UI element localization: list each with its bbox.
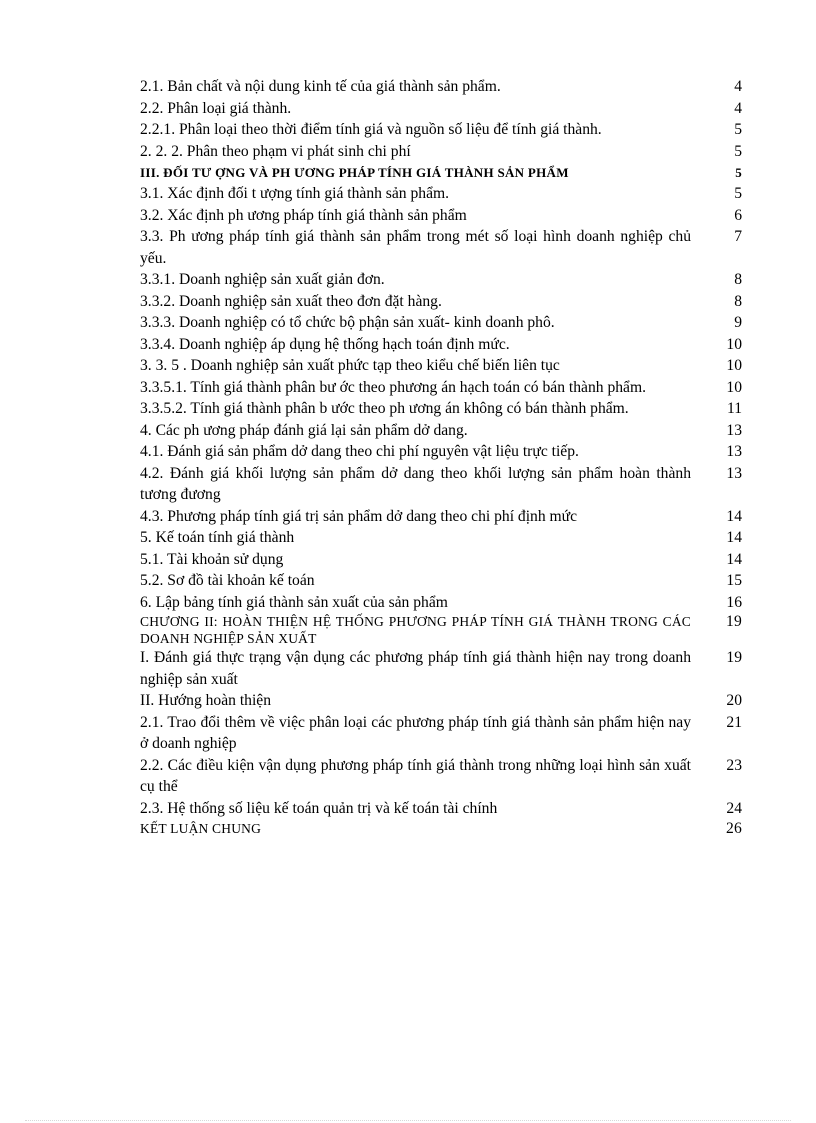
toc-entry — [140, 334, 742, 356]
toc-entry-page: 19 — [726, 649, 742, 666]
toc-entry-page: 13 — [726, 464, 742, 482]
toc-entry-title: II. Hướng hoàn thiện — [140, 692, 272, 709]
toc-entry-page: 23 — [726, 756, 742, 774]
toc-entry-title: 3.3.4. Doanh nghiệp áp dụng hệ thống hạch toán định mức. — [140, 335, 510, 353]
toc-entry — [140, 183, 742, 205]
toc-entry — [140, 592, 742, 614]
toc-entry-title: 4.1. Đánh giá sản phẩm dở dang theo chi phí nguyên vật liệu trực tiếp. — [140, 443, 579, 460]
toc-entry — [140, 291, 742, 313]
toc-entry-title: 3.3.5.2. Tính giá thành phân b ước theo ph ương án không có bán thành phẩm. — [140, 400, 629, 417]
toc-entry-page: 9 — [734, 314, 742, 331]
toc-entry — [140, 420, 742, 442]
toc-entry — [140, 755, 742, 798]
toc-entry-page: 5 — [735, 165, 742, 180]
toc-entry-page: 20 — [726, 692, 742, 709]
toc-entry-title: 4.2. Đánh giá khối lượng sản phẩm dở dang theo khối lượng sản phẩm hoàn thành tương đương — [140, 464, 691, 503]
toc-entry — [140, 141, 742, 163]
toc-section-heading — [140, 162, 742, 183]
toc-entry — [140, 690, 742, 712]
toc-entry-page: 14 — [726, 529, 742, 546]
toc-entry-page: 21 — [726, 713, 742, 731]
toc-entry — [140, 798, 742, 820]
toc-entry — [140, 570, 742, 592]
toc-entry-title: 2.2. Các điều kiện vận dụng phương pháp tính giá thành trong những loại hình sản xuất cụ thể — [140, 756, 691, 795]
toc-entry-title: 2.1. Bản chất và nội dung kinh tế của giá thành sản phẩm. — [140, 78, 501, 95]
toc-entry-page: 10 — [726, 357, 742, 374]
toc-entry-title: 2.2. Phân loại giá thành. — [140, 99, 292, 117]
toc-entry — [140, 355, 742, 377]
toc-entry-title: III. ĐỐI TƯ ỢNG VÀ PH ƯƠNG PHÁP TÍNH GIÁ THÀNH SẢN PHẨM — [140, 165, 569, 180]
toc-entry-page: 5 — [734, 185, 742, 202]
toc-entry-title: 2.2.1. Phân loại theo thời điểm tính giá và nguồn số liệu để tính giá thành. — [140, 121, 602, 138]
toc-entry-title: 5. Kế toán tính giá thành — [140, 529, 295, 546]
toc-entry — [140, 76, 742, 98]
toc-entry — [140, 527, 742, 549]
toc-entry-title: 2.3. Hệ thống số liệu kế toán quản trị và kế toán tài chính — [140, 799, 498, 817]
toc-entry-title: 6. Lập bảng tính giá thành sản xuất của sản phẩm — [140, 593, 448, 611]
toc-entry-page: 16 — [726, 593, 742, 611]
toc-entry-title: 5.2. Sơ đồ tài khoản kế toán — [140, 572, 315, 589]
toc-entry-title: 2.1. Trao đổi thêm về việc phân loại các phương pháp tính giá thành sản phẩm hiện nay ở doanh nghiệp — [140, 713, 691, 752]
toc-entry — [140, 441, 742, 463]
toc-entry-page: 5 — [734, 121, 742, 138]
toc-entry-page: 10 — [726, 335, 742, 353]
toc-entry-page: 5 — [734, 142, 742, 160]
page-footer-divider — [25, 1120, 791, 1121]
toc-entry-title: 4. Các ph ương pháp đánh giá lại sản phẩm dở dang. — [140, 421, 468, 439]
toc-entry — [140, 463, 742, 506]
toc-chapter-heading — [140, 613, 742, 647]
table-of-contents — [140, 76, 742, 838]
toc-entry — [140, 377, 742, 399]
toc-entry-title: KẾT LUẬN CHUNG — [140, 821, 262, 836]
toc-entry-title: I. Đánh giá thực trạng vận dụng các phương pháp tính giá thành hiện nay trong doanh nghiệp sản xuất — [140, 649, 691, 688]
toc-entry-title: 3.3.5.1. Tính giá thành phân bư ớc theo phương án hạch toán có bán thành phẩm. — [140, 378, 647, 396]
toc-entry-page: 4 — [734, 99, 742, 117]
toc-entry — [140, 119, 742, 141]
toc-entry-page: 13 — [726, 421, 742, 439]
toc-entry-page: 24 — [726, 799, 742, 817]
toc-entry — [140, 269, 742, 291]
toc-entry-page: 26 — [726, 820, 742, 837]
toc-entry-page: 15 — [726, 572, 742, 589]
toc-entry — [140, 98, 742, 120]
toc-entry-page: 10 — [726, 378, 742, 396]
toc-entry-page: 8 — [734, 271, 742, 288]
toc-entry-title: 3. 3. 5 . Doanh nghiệp sản xuất phức tạp theo kiểu chế biến liên tục — [140, 357, 560, 374]
toc-entry — [140, 549, 742, 571]
toc-entry-title: 3.3.2. Doanh nghiệp sản xuất theo đơn đặt hàng. — [140, 292, 442, 310]
toc-entry-page: 4 — [734, 78, 742, 95]
toc-entry — [140, 398, 742, 420]
toc-entry-page: 14 — [726, 550, 742, 568]
toc-entry-title: 3.3.1. Doanh nghiệp sản xuất giản đơn. — [140, 271, 385, 288]
toc-entry — [140, 647, 742, 690]
toc-entry-page: 19 — [726, 613, 742, 630]
toc-entry-title: 2. 2. 2. Phân theo phạm vi phát sinh chi phí — [140, 142, 411, 160]
toc-entry-page: 7 — [734, 228, 742, 245]
toc-entry — [140, 226, 742, 269]
toc-entry — [140, 712, 742, 755]
toc-entry-title: 3.3. Ph ương pháp tính giá thành sản phẩm trong mét số loại hình doanh nghiệp chủ yếu. — [140, 228, 691, 267]
toc-entry-title: 3.3.3. Doanh nghiệp có tổ chức bộ phận sản xuất- kinh doanh phô. — [140, 314, 555, 331]
toc-entry-page: 6 — [734, 206, 742, 224]
toc-entry — [140, 506, 742, 528]
toc-entry-title: 3.1. Xác định đối t ượng tính giá thành sản phẩm. — [140, 185, 450, 202]
toc-entry-page: 14 — [726, 507, 742, 525]
toc-entry — [140, 312, 742, 334]
toc-entry-page: 11 — [726, 400, 742, 417]
toc-entry-page: 8 — [734, 292, 742, 310]
toc-entry-title: 4.3. Phương pháp tính giá trị sản phẩm dở dang theo chi phí định mức — [140, 507, 578, 525]
toc-entry-page: 13 — [726, 443, 742, 460]
toc-entry-title: 5.1. Tài khoản sử dụng — [140, 550, 284, 568]
toc-entry-title: 3.2. Xác định ph ương pháp tính giá thành sản phẩm — [140, 206, 467, 224]
toc-entry — [140, 205, 742, 227]
toc-entry-title: CHƯƠNG II: HOÀN THIỆN HỆ THỐNG PHƯƠNG PHÁP TÍNH GIÁ THÀNH TRONG CÁC DOANH NGHIỆP SẢN XUẤT — [140, 614, 691, 646]
toc-conclusion-heading — [140, 819, 742, 838]
